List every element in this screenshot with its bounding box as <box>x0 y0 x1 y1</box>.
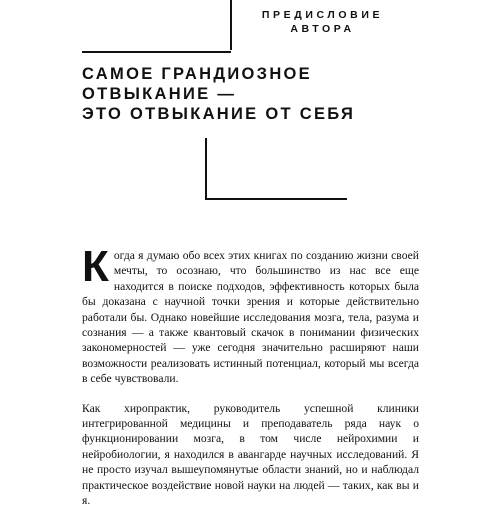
drop-cap: К <box>82 242 109 291</box>
section-label-line-2: АВТОРА <box>290 23 355 35</box>
paragraph-1-text: огда я думаю обо всех этих книгах по созданию жизни своей мечты, то осознаю, что большинство из нас все еще находится в поиске подходов, эффективность которых была бы доказана с научной точки зрения и которые действительно работали бы. Однако новейшие исследования мозга, тела, разума и сознания — а также квантовый скачок в понимании физических закономерностей — уже сегодня значительно расширяют наши возможности реализовать истинный потенциал, который мы всегда в себе чувствовали. <box>82 249 419 386</box>
section-label-line-1: ПРЕДИСЛОВИЕ <box>261 9 384 21</box>
body-text <box>82 242 419 509</box>
paragraph-2: Как хиропрактик, руководитель успешной клиники интегрированной медицины и преподаватель ряда наук о функционировании мозга, в том числе нейрохимии и нейробиологии, я находился в авангарде научных исследований. Я не просто изучал вышеупомянутые области знаний, но и наблюдал практическое воздействие новой науки на людей — таких, как вы и я. <box>82 401 419 508</box>
chapter-title-line-2: ОТВЫКАНИЕ — <box>82 85 237 103</box>
section-label <box>230 8 415 36</box>
paragraph-1 <box>82 242 419 387</box>
chapter-title-line-1: САМОЕ ГРАНДИОЗНОЕ <box>82 65 312 83</box>
header-horizontal-rule <box>82 51 231 53</box>
divider-vertical-rule <box>205 138 207 198</box>
chapter-title <box>82 64 462 124</box>
chapter-title-line-3: ЭТО ОТВЫКАНИЕ ОТ СЕБЯ <box>82 105 356 123</box>
divider-horizontal-rule <box>205 198 347 200</box>
